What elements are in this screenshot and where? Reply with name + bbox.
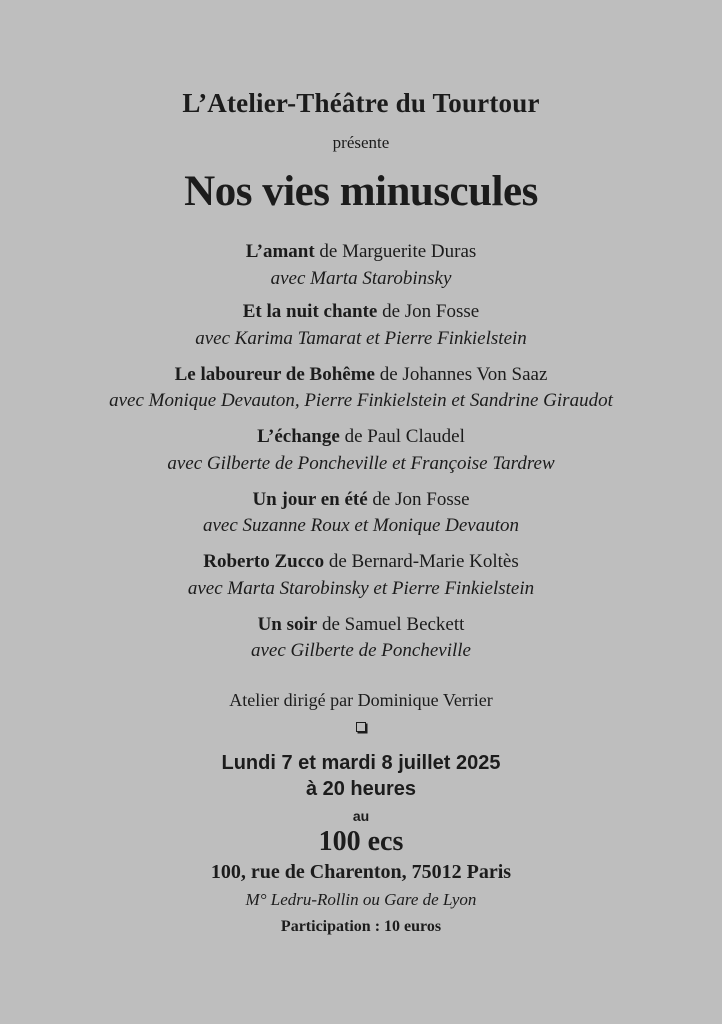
play-title-line bbox=[0, 551, 722, 573]
event-time: à 20 heures bbox=[305, 778, 417, 800]
play-author: de Bernard-Marie Koltès bbox=[324, 551, 519, 572]
play-author: de Samuel Beckett bbox=[317, 614, 465, 635]
play-cast: avec Karima Tamarat et Pierre Finkielstein bbox=[195, 328, 527, 349]
play-title: Un jour en été bbox=[252, 489, 368, 510]
presents-label: présente bbox=[332, 133, 390, 152]
play-title-line bbox=[0, 364, 722, 386]
play-cast: avec Gilberte de Poncheville et Françoise Tardrew bbox=[167, 453, 555, 474]
play-author: de Jon Fosse bbox=[367, 489, 470, 510]
play-title: L’échange bbox=[257, 426, 340, 447]
play-cast: avec Marta Starobinsky bbox=[270, 268, 452, 289]
price-info: Participation : 10 euros bbox=[280, 918, 442, 935]
show-title: Nos vies minuscules bbox=[184, 168, 538, 215]
event-at-label: au bbox=[352, 808, 370, 824]
play-author: de Johannes Von Saaz bbox=[375, 364, 548, 385]
play-title: Un soir bbox=[257, 614, 318, 635]
play-title-line bbox=[0, 426, 722, 448]
square-bullet-icon bbox=[356, 722, 366, 732]
event-dates: Lundi 7 et mardi 8 juillet 2025 bbox=[221, 752, 501, 774]
play-cast: avec Monique Devauton, Pierre Finkielstein et Sandrine Giraudot bbox=[109, 390, 613, 411]
play-title-line bbox=[0, 614, 722, 636]
company-name: L’Atelier-Théâtre du Tourtour bbox=[182, 88, 540, 118]
play-title: Roberto Zucco bbox=[203, 551, 325, 572]
venue-name: 100 ecs bbox=[318, 826, 404, 857]
play-title: L’amant bbox=[245, 241, 315, 262]
play-author: de Paul Claudel bbox=[339, 426, 465, 447]
play-cast: avec Gilberte de Poncheville bbox=[251, 640, 471, 661]
metro-info: M° Ledru-Rollin ou Gare de Lyon bbox=[245, 890, 477, 909]
play-author: de Marguerite Duras bbox=[314, 241, 477, 262]
play-author: de Jon Fosse bbox=[377, 301, 480, 322]
venue-address: 100, rue de Charenton, 75012 Paris bbox=[210, 861, 512, 883]
play-title-line bbox=[0, 489, 722, 511]
play-title-line bbox=[0, 301, 722, 323]
play-cast: avec Suzanne Roux et Monique Devauton bbox=[202, 515, 520, 536]
play-title: Le laboureur de Bohême bbox=[174, 364, 375, 385]
play-title: Et la nuit chante bbox=[242, 301, 378, 322]
play-title-line bbox=[0, 241, 722, 263]
director-credit: Atelier dirigé par Dominique Verrier bbox=[229, 690, 493, 710]
play-cast: avec Marta Starobinsky et Pierre Finkielstein bbox=[187, 578, 535, 599]
